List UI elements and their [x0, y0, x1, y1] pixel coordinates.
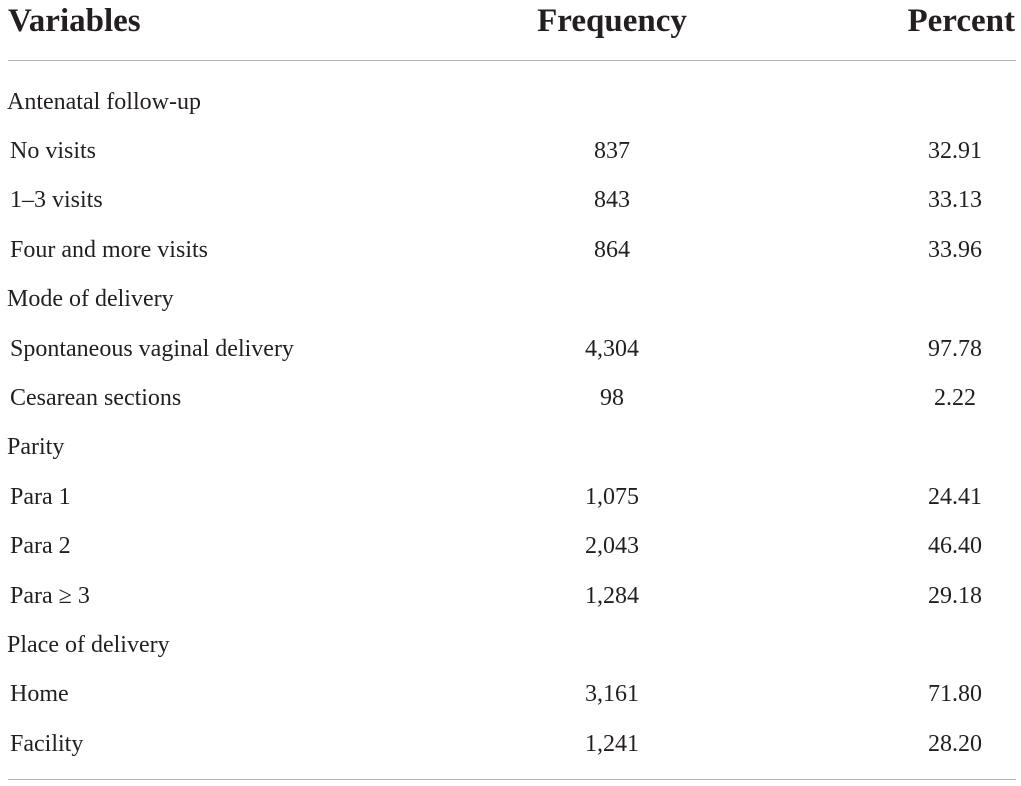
row-label: 1–3 visits — [10, 187, 103, 213]
row-percent: 2.22 — [934, 385, 976, 411]
table-row — [0, 482, 1021, 512]
row-label: Spontaneous vaginal delivery — [10, 336, 294, 362]
row-label: No visits — [10, 138, 97, 164]
row-frequency: 1,284 — [585, 583, 639, 609]
category-label: Parity — [7, 434, 65, 460]
row-percent: 28.20 — [928, 731, 982, 757]
category-row — [0, 630, 1021, 660]
row-frequency: 843 — [594, 187, 630, 213]
category-row — [0, 432, 1021, 462]
table-row — [0, 581, 1021, 611]
header-variables: Variables — [8, 3, 141, 39]
row-percent: 46.40 — [928, 533, 982, 559]
table-row — [0, 729, 1021, 759]
row-frequency: 4,304 — [585, 336, 639, 362]
row-label: Para ≥ 3 — [10, 583, 90, 609]
row-frequency: 98 — [600, 385, 624, 411]
row-percent: 97.78 — [928, 336, 982, 362]
row-percent: 24.41 — [928, 484, 982, 510]
row-frequency: 837 — [594, 138, 630, 164]
header-divider — [8, 60, 1016, 61]
category-row — [0, 284, 1021, 314]
table-row — [0, 185, 1021, 215]
table-row — [0, 531, 1021, 561]
row-label: Para 2 — [10, 533, 71, 559]
row-label: Facility — [10, 731, 84, 757]
row-frequency: 2,043 — [585, 533, 639, 559]
table-bottom-divider — [8, 779, 1016, 780]
table-header — [0, 0, 1021, 44]
row-label: Cesarean sections — [10, 385, 182, 411]
header-percent: Percent — [907, 3, 1015, 39]
row-percent: 71.80 — [928, 681, 982, 707]
row-label: Home — [10, 681, 69, 707]
row-frequency: 1,075 — [585, 484, 639, 510]
table-row — [0, 235, 1021, 265]
table-row — [0, 334, 1021, 364]
category-label: Mode of delivery — [7, 286, 174, 312]
table-row — [0, 679, 1021, 709]
category-label: Place of delivery — [7, 632, 170, 658]
row-frequency: 1,241 — [585, 731, 639, 757]
row-label: Para 1 — [10, 484, 71, 510]
row-frequency: 864 — [594, 237, 630, 263]
row-percent: 32.91 — [928, 138, 982, 164]
category-label: Antenatal follow-up — [7, 89, 201, 115]
row-percent: 33.96 — [928, 237, 982, 263]
category-row — [0, 87, 1021, 117]
row-frequency: 3,161 — [585, 681, 639, 707]
table-row — [0, 136, 1021, 166]
row-percent: 29.18 — [928, 583, 982, 609]
row-label: Four and more visits — [10, 237, 208, 263]
row-percent: 33.13 — [928, 187, 982, 213]
table-row — [0, 383, 1021, 413]
header-frequency: Frequency — [537, 3, 687, 39]
